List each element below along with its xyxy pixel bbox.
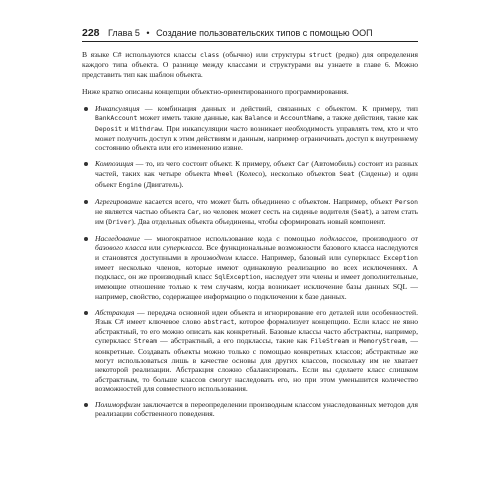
inline-code: AccountName [280, 114, 323, 123]
term: Абстракция [95, 307, 135, 317]
term: производном [191, 252, 233, 262]
term: Наследование [95, 233, 140, 243]
list-item: Агрегирование касается всего, что может быть объединено с объектом. Например, объект Person не является частью объекта Car, но человек может сесть на сиденье водителя (Seat), а затем стать им (Driver). Два отдельных объекта объединены, чтобы сформировать новый компонент. [82, 197, 418, 228]
body-text [82, 50, 418, 425]
inline-code: Withdraw [131, 124, 162, 133]
inline-code: Balance [244, 114, 272, 123]
chapter-label: Глава 5 [108, 28, 140, 38]
inline-code: Wheel [213, 170, 234, 179]
term: Полиморфизм [95, 399, 141, 409]
page-number: 228 [82, 27, 100, 39]
term: Агрегирование [95, 196, 143, 206]
list-item: Инкапсуляция — комбинация данных и действий, связанных с объектом. К примеру, тип BankAccount может иметь такие данные, как Balance и AccountName, а также действия, такие как Deposit и Withdraw. При инкапсуляции часто возникает необходимость управлять тем, кто и что может получить доступ к этим действиям и данным, например ограничивать доступ к внутреннему состоянию объекта или его изменению извне. [82, 104, 418, 152]
inline-code: Deposit [95, 124, 122, 133]
inline-code: Seat [339, 170, 355, 179]
intro-paragraphs [82, 50, 418, 96]
running-header [82, 27, 406, 39]
inline-code: struct [308, 51, 333, 59]
term: суперкласса [163, 243, 202, 253]
inline-code: Stream [133, 337, 158, 346]
inline-code: MemoryStream [359, 337, 406, 346]
oop-concepts-list [82, 104, 418, 418]
list-item: Абстракция — передача основной идеи объекта и игнорирование его деталей или особенностей. Язык C# имеет ключевое слово abstract, которое формализует концепцию. Если класс не явно абстрактный, то его можно описать как конкретный. Базовые классы часто абстрактны, например, суперкласс Stream — абстрактный, а его подклассы, такие как FileStream и MemoryStream, — конкретные. Создавать объекты можно только с помощью конкретных классов; абстрактные же могут использоваться лишь в качестве основы для других классов, поскольку им не хватает некоторой реализации. Абстракция сложно сбалансировать. Если вы сделаете класс слишком абстрактным, то больше классов смогут наследовать его, но при этом уменьшится количество возможностей для совместного использования. [82, 308, 418, 394]
inline-code: Engine [118, 180, 142, 189]
inline-code: class [200, 51, 220, 59]
inline-code: Car [297, 160, 309, 169]
inline-code: Person [394, 197, 418, 206]
header-rule [82, 41, 418, 42]
list-item: Композиция — то, из чего состоит объект. К примеру, объект Car (Автомобиль) состоит из разных частей, таких как четыре объекта Wheel (Колесо), несколько объектов Seat (Сиденье) и один объект Engine (Двигатель). [82, 159, 418, 190]
paragraph: В языке C# используются классы class (обычно) или структуры struct (редко) для определения каждого типа объекта. О разнице между классами и структурами вы узнаете в главе 6. Можно представить тип как шаблон объекта. [82, 50, 419, 79]
inline-code: SqlException [214, 273, 261, 282]
term: Композиция [95, 159, 134, 169]
list-item: Наследование — многократное использование кода с помощью подклассов, производного от базового класса или суперкласса. Все функциональные возможности базового класса наследуются и становятся доступными в производном классе. Например, базовый или суперкласс Exception имеет несколько членов, которые имеют одинаковую реализацию во всех исключениях. А подкласс, он же производный класс SqlException, наследует эти члены и имеет дополнительные, имеющие отношение только к тем случаям, когда возникает исключение базы данных SQL — например, свойство, содержащее информацию о подключении к базе данных. [82, 234, 418, 301]
list-item: Полиморфизм заключается в переопределении производным классом унаследованных методов для реализации собственного поведения. [82, 400, 418, 419]
header-separator: • [146, 28, 150, 38]
chapter-title: Создание пользовательских типов с помощью ООП [156, 28, 373, 38]
term: Инкапсуляция [95, 104, 140, 114]
inline-code: Seat [353, 207, 370, 216]
inline-code: BankAccount [95, 114, 138, 123]
inline-code: Driver [108, 218, 132, 227]
paragraph: Ниже кратко описаны концепции объектно-ориентированного программирования. [82, 86, 349, 96]
term: базового класса [95, 243, 147, 253]
inline-code: FileStream [310, 337, 350, 346]
inline-code: Car [187, 207, 199, 216]
inline-code: Exception [383, 253, 419, 262]
term: подклассов [319, 233, 356, 243]
inline-code: abstract [203, 317, 235, 326]
